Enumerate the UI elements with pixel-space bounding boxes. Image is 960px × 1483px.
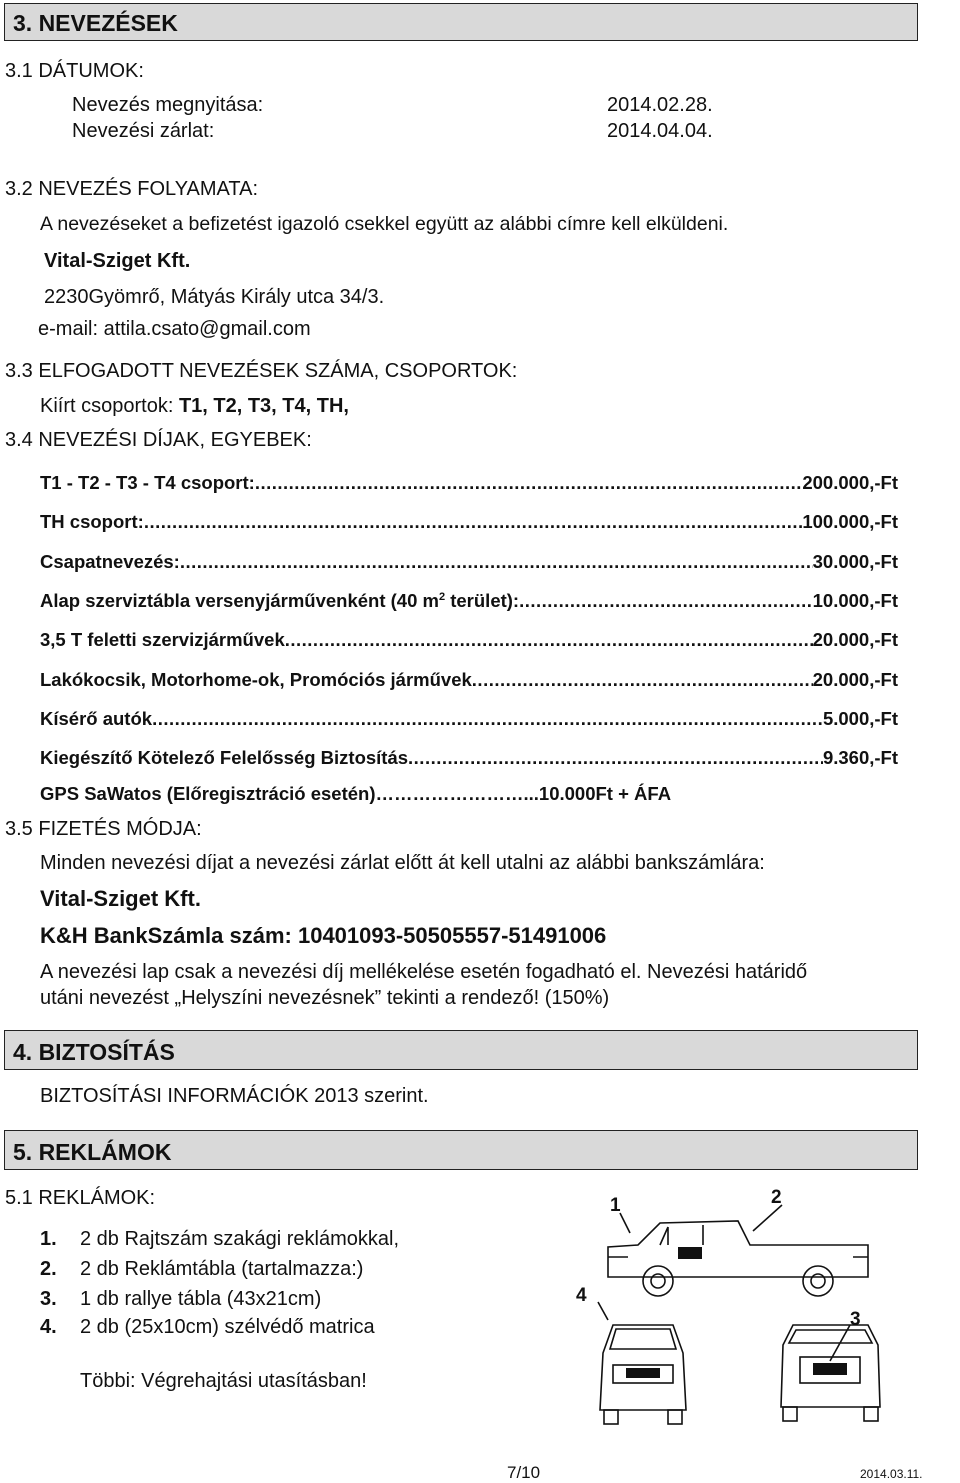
fee-amount: 200.000,-Ft: [802, 472, 898, 493]
ad-item-text: 1 db rallye tábla (43x21cm): [80, 1288, 322, 1310]
payment-company: Vital-Sziget Kft.: [40, 886, 201, 911]
fee-label: 3,5 T feletti szervizjárművek: [40, 629, 285, 650]
fee-label: Csapatnevezés:: [40, 551, 180, 572]
closing-label: Nevezési zárlat:: [72, 120, 215, 142]
fee-label: Kiegészítő Kötelező Felelősség Biztosítás: [40, 747, 409, 768]
fees-title: 3.4 NEVEZÉSI DÍJAK, EGYEBEK:: [5, 429, 312, 451]
opening-value: 2014.02.28.: [607, 94, 713, 116]
accepted-title: 3.3 ELFOGADOTT NEVEZÉSEK SZÁMA, CSOPORTOK:: [5, 360, 518, 382]
section-4-title: 4. BIZTOSÍTÁS: [13, 1039, 175, 1065]
fee-amount: 30.000,-Ft: [812, 551, 898, 572]
figure-label-3: 3: [850, 1309, 861, 1330]
fee-amount: 100.000,-Ft: [802, 511, 898, 532]
section-5-header: [4, 1130, 918, 1170]
payment-title: 3.5 FIZETÉS MÓDJA:: [5, 818, 202, 840]
company-address: 2230Gyömrő, Mátyás Király utca 34/3.: [44, 286, 385, 308]
fee-row: [40, 586, 898, 612]
page-number: 7/10: [507, 1463, 541, 1482]
ad-item-text: 2 db (25x10cm) szélvédő matrica: [80, 1316, 375, 1338]
fee-label: Lakókocsik, Motorhome-ok, Promóciós járművek: [40, 669, 472, 690]
fee-amount: 5.000,-Ft: [822, 708, 898, 729]
company-name: Vital-Sziget Kft.: [44, 250, 191, 272]
fee-row: [40, 468, 898, 494]
footer-date: 2014.03.11.: [860, 1467, 923, 1481]
groups-line: [40, 395, 349, 418]
fee-amount: 20.000,-Ft: [812, 669, 898, 690]
truck-figure: [568, 1185, 920, 1430]
fee-row: [40, 625, 898, 651]
process-text: A nevezéseket a befizetést igazoló csekkel együtt az alábbi címre kell elküldeni.: [40, 213, 729, 235]
section-5-title: 5. REKLÁMOK: [13, 1139, 172, 1165]
fee-row: [40, 704, 898, 730]
company-email: e-mail: attila.csato@gmail.com: [38, 318, 311, 340]
opening-label: Nevezés megnyitása:: [72, 94, 264, 116]
ad-item-text: 2 db Reklámtábla (tartalmazza:): [80, 1258, 364, 1280]
fee-amount: 9.360,-Ft: [822, 747, 898, 768]
figure-label-4: 4: [576, 1285, 587, 1306]
closing-value: 2014.04.04.: [607, 120, 713, 142]
bank-account: K&H BankSzámla szám: 10401093-50505557-51491006: [40, 923, 607, 948]
fee-row: [40, 743, 898, 769]
figure-label-1: 1: [610, 1195, 621, 1216]
groups-value: T1, T2, T3, T4, TH,: [178, 395, 349, 417]
fee-row: [40, 547, 898, 573]
note-line-2: utáni nevezést „Helyszíni nevezésnek” tekinti a rendező! (150%): [40, 987, 610, 1009]
fee-label: T1 - T2 - T3 - T4 csoport:: [40, 472, 255, 493]
ad-item-num: 1.: [40, 1228, 57, 1250]
figure-label-2: 2: [771, 1187, 782, 1208]
gps-amount: 10.000Ft + ÁFA: [538, 783, 672, 804]
fee-label: Kísérő autók: [40, 708, 153, 729]
dates-title: 3.1 DÁTUMOK:: [5, 60, 144, 82]
gps-label: GPS SaWatos (Előregisztráció esetén): [40, 783, 376, 804]
section-4-header: [4, 1030, 918, 1070]
note-line-1: A nevezési lap csak a nevezési díj mellékelése esetén fogadható el. Nevezési határidő: [40, 961, 808, 983]
fee-row: [40, 665, 898, 691]
fee-amount: 20.000,-Ft: [812, 629, 898, 650]
fee-amount: 10.000,-Ft: [812, 590, 898, 611]
ad-more-text: Többi: Végrehajtási utasításban!: [80, 1370, 367, 1392]
fee-label: Alap szerviztábla versenyjárművenként (40 $m^2$ terület):: [40, 590, 520, 611]
ad-item-num: 3.: [40, 1288, 57, 1310]
section-3-header: [4, 3, 918, 41]
ad-item-num: 4.: [40, 1316, 57, 1338]
ad-item-num: 2.: [40, 1258, 57, 1280]
ad-item-text: 2 db Rajtszám szakági reklámokkal,: [80, 1228, 400, 1250]
process-title: 3.2 NEVEZÉS FOLYAMATA:: [5, 178, 259, 200]
fee-row: [40, 507, 898, 533]
truck-drawing: [568, 1185, 920, 1430]
groups-label: Kiírt csoportok:: [40, 395, 179, 417]
ads-subtitle: 5.1 REKLÁMOK:: [5, 1187, 156, 1209]
insurance-text: BIZTOSÍTÁSI INFORMÁCIÓK 2013 szerint.: [40, 1085, 429, 1107]
gps-row: GPS SaWatos (Előregisztráció esetén)……………………...10.000Ft + ÁFA: [40, 783, 672, 804]
fee-label: TH csoport:: [40, 511, 144, 532]
section-3-title: 3. NEVEZÉSEK: [13, 10, 178, 36]
payment-text: Minden nevezési díjat a nevezési zárlat előtt át kell utalni az alábbi bankszámlára:: [40, 852, 765, 874]
